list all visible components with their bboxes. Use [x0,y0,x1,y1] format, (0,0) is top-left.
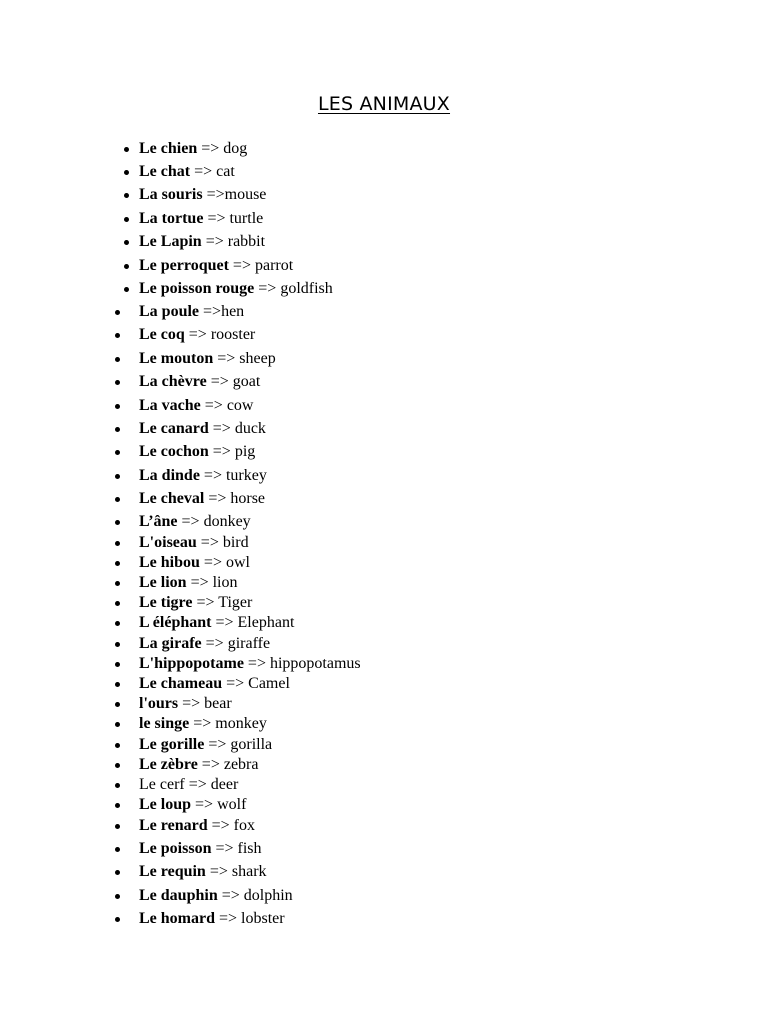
arrow-separator: => [177,513,204,530]
english-translation: goldfish [280,280,333,297]
bullet-icon [115,870,120,875]
list-item [139,209,263,229]
english-translation: turkey [225,467,267,484]
english-translation: rabbit [227,233,266,250]
arrow-separator: => [206,373,233,390]
bullet-icon [115,497,120,502]
english-translation: giraffe [227,635,271,652]
english-translation: turtle [229,210,264,227]
bullet-icon [115,917,120,922]
arrow-separator: => [215,910,242,927]
list-item [139,714,267,734]
bullet-icon [115,380,120,385]
page-title: LES ANIMAUX [317,93,451,115]
french-term: Le chien [139,140,198,157]
english-translation: fox [233,817,255,834]
list-item [139,533,249,553]
bullet-icon [124,170,129,175]
list-item [139,185,266,205]
arrow-separator: => [196,534,223,551]
arrow-separator: => [191,796,218,813]
english-translation: owl [225,554,250,571]
bullet-icon [115,783,120,788]
list-item [139,613,294,633]
list-item [139,466,267,486]
english-translation: fish [237,840,262,857]
list-item [139,862,267,882]
french-term: La tortue [139,210,204,227]
bullet-icon [124,287,129,292]
list-item [139,654,361,674]
french-term: Le renard [139,817,208,834]
arrow-separator: => [204,490,231,507]
bullet-icon [115,847,120,852]
bullet-icon [115,541,120,546]
english-translation: hen [221,303,245,320]
french-term: Le loup [139,796,192,813]
bullet-icon [115,474,120,479]
french-term: La chèvre [139,373,207,390]
list-item [139,279,333,299]
english-translation: Elephant [237,614,295,631]
list-item [139,349,276,369]
bullet-icon [124,193,129,198]
bullet-icon [115,763,120,768]
bullet-icon [115,803,120,808]
list-item [139,489,265,509]
list-item [139,634,270,654]
arrow-separator: => [189,715,216,732]
arrow-separator: => [201,635,228,652]
list-item [139,573,238,593]
french-term: Le canard [139,420,209,437]
list-item [139,735,272,755]
english-translation: monkey [215,715,267,732]
english-translation: duck [234,420,266,437]
arrow-separator: => [186,574,213,591]
bullet-icon [115,743,120,748]
arrow-separator: => [205,863,232,880]
bullet-icon [115,357,120,362]
bullet-icon [115,427,120,432]
bullet-icon [115,404,120,409]
english-translation: parrot [254,257,294,274]
list-item [139,232,265,252]
english-translation: donkey [203,513,251,530]
english-translation: dog [223,140,248,157]
arrow-separator: => [190,163,217,180]
list-item [139,886,293,906]
english-translation: mouse [224,186,267,203]
arrow-separator: => [254,280,281,297]
list-item [139,816,255,836]
french-term: L’âne [139,513,178,530]
list-item [139,139,247,159]
english-translation: lion [212,574,238,591]
arrow-separator: => [203,210,230,227]
french-term: L éléphant [139,614,212,631]
english-translation: Tiger [218,594,253,611]
arrow-separator: => [192,594,219,611]
english-translation: zebra [223,756,259,773]
arrow-separator: => [222,675,249,692]
bullet-icon [115,310,120,315]
bullet-icon [115,682,120,687]
english-translation: sheep [239,350,276,367]
french-term: Le perroquet [139,257,229,274]
bullet-icon [115,520,120,525]
english-translation: bird [222,534,249,551]
bullet-icon [115,450,120,455]
arrow-separator: => [178,695,205,712]
bullet-icon [115,702,120,707]
french-term: Le chameau [139,675,223,692]
english-translation: shark [231,863,267,880]
bullet-icon [115,621,120,626]
bullet-icon [115,642,120,647]
bullet-icon [115,824,120,829]
bullet-icon [115,561,120,566]
french-term: La dinde [139,467,200,484]
list-item [139,396,253,416]
french-term: Le requin [139,863,206,880]
french-term: La vache [139,397,201,414]
bullet-icon [124,217,129,222]
french-term: La poule [139,303,200,320]
list-item [139,442,255,462]
list-item [139,909,285,929]
bullet-icon [115,333,120,338]
french-term: Le mouton [139,350,214,367]
list-item [139,372,260,392]
english-translation: deer [210,776,239,793]
bullet-icon [124,264,129,269]
arrow-separator: => [200,397,227,414]
arrow-separator: => [208,420,235,437]
french-term: Le lion [139,574,187,591]
french-term: l'ours [139,695,179,712]
french-term: Le homard [139,910,215,927]
french-term: L'hippopotame [139,655,244,672]
french-term: La girafe [139,635,202,652]
arrow-separator: => [197,756,224,773]
list-item [139,325,255,345]
arrow-separator: => [199,303,222,320]
arrow-separator: => [207,817,234,834]
list-item [139,839,262,859]
english-translation: rooster [210,326,256,343]
french-term: Le chat [139,163,191,180]
list-item [139,256,293,276]
french-term: Le tigre [139,594,193,611]
arrow-separator: => [213,350,240,367]
english-translation: cow [226,397,254,414]
english-translation: pig [234,443,256,460]
bullet-icon [124,240,129,245]
arrow-separator: => [204,736,231,753]
list-item [139,593,252,613]
bullet-icon [115,894,120,899]
bullet-icon [115,662,120,667]
french-term: Le Lapin [139,233,202,250]
french-term: Le cochon [139,443,209,460]
list-item [139,674,290,694]
arrow-separator: => [211,840,238,857]
french-term: La souris [139,186,203,203]
french-term: L'oiseau [139,534,197,551]
list-item [139,419,266,439]
english-translation: gorilla [230,736,273,753]
bullet-icon [115,601,120,606]
english-translation: cat [216,163,235,180]
french-term: Le dauphin [139,887,218,904]
arrow-separator: => [199,554,226,571]
list-item [139,775,238,795]
french-term: le singe [139,715,190,732]
french-term: Le poisson rouge [139,280,255,297]
arrow-separator: => [184,326,211,343]
arrow-separator: => [197,140,224,157]
arrow-separator: Le cerf => [139,776,211,793]
arrow-separator: => [217,887,244,904]
english-translation: hippopotamus [269,655,361,672]
bullet-icon [115,581,120,586]
list-item [139,795,246,815]
list-item [139,512,251,532]
english-translation: wolf [217,796,247,813]
french-term: Le coq [139,326,185,343]
french-term: Le gorille [139,736,205,753]
list-item [139,302,244,322]
arrow-separator: => [199,467,226,484]
arrow-separator: => [228,257,255,274]
bullet-icon [124,147,129,152]
french-term: Le zèbre [139,756,198,773]
list-item [139,694,232,714]
english-translation: bear [204,695,232,712]
arrow-separator: => [243,655,270,672]
french-term: Le cheval [139,490,205,507]
english-translation: Camel [248,675,290,692]
english-translation: dolphin [243,887,293,904]
bullet-icon [115,722,120,727]
arrow-separator: => [211,614,238,631]
list-item [139,162,235,182]
arrow-separator: => [201,233,228,250]
list-item [139,755,258,775]
english-translation: lobster [241,910,285,927]
english-translation: goat [232,373,261,390]
french-term: Le poisson [139,840,212,857]
arrow-separator: => [208,443,235,460]
english-translation: horse [230,490,266,507]
arrow-separator: => [202,186,225,203]
french-term: Le hibou [139,554,200,571]
list-item [139,553,250,573]
